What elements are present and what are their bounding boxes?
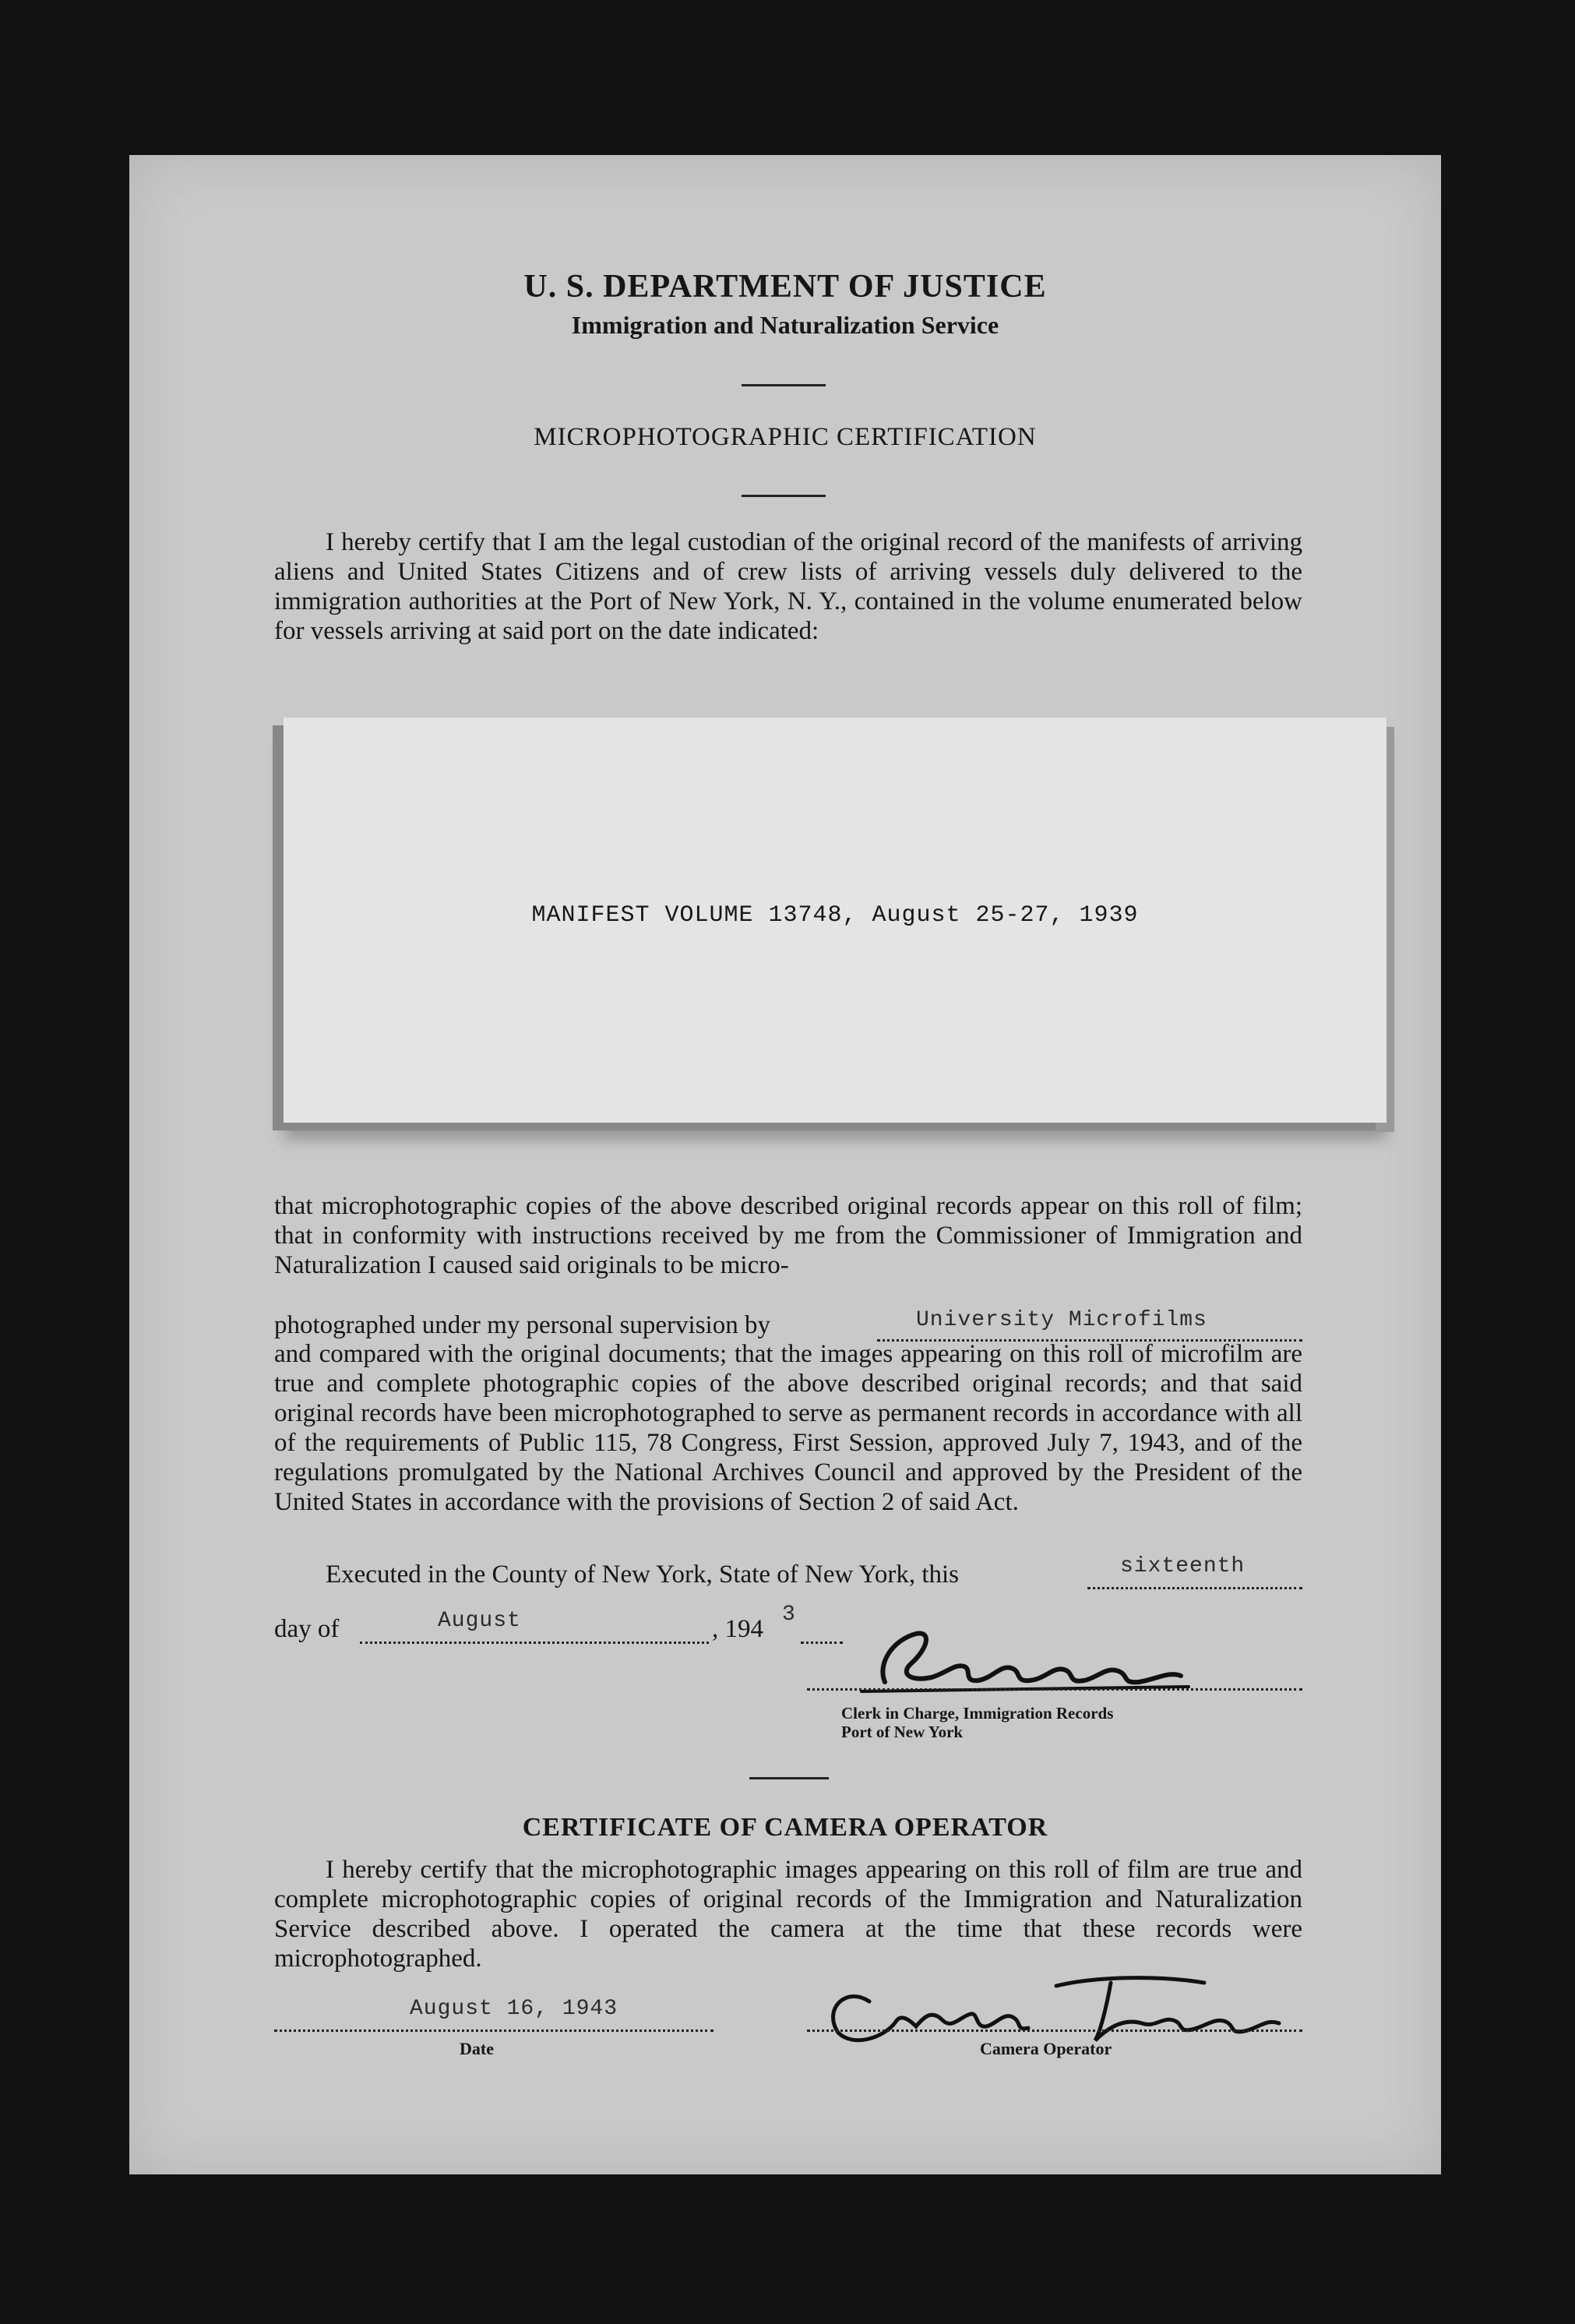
year-prefix: , 194 — [712, 1615, 763, 1643]
date-line — [274, 2030, 714, 2032]
executed-prefix: Executed in the County of New York, State of New York, this — [326, 1561, 960, 1589]
body-paragraph-part1: that microphotographic copies of the above described original records appear on this roll of film; that in conformity with instructions received by me from the Commissioner of Immigration and Naturalization I caused said originals to be micro- — [274, 1192, 1302, 1279]
year-digit: 3 — [782, 1603, 796, 1627]
department-heading: U. S. DEPARTMENT OF JUSTICE — [523, 269, 1047, 305]
photographed-by-prefix: photographed under my personal supervision by — [274, 1311, 770, 1339]
camera-operator-signature-line — [807, 2030, 1302, 2032]
certificate-page — [129, 155, 1441, 2174]
day-of-label: day of — [274, 1615, 340, 1643]
month-line — [360, 1642, 709, 1644]
camera-operator-heading: CERTIFICATE OF CAMERA OPERATOR — [522, 1813, 1048, 1842]
month-value: August — [438, 1609, 521, 1633]
intro-paragraph: I hereby certify that I am the legal custodian of the original record of the manifests of arriving aliens and United States Citizens and of crew lists of arriving vessels duly delivered to the immigration authorities at the Port of New York, N. Y., contained in the volume enumerated below for vessels arriving at said port on the date indicated: — [274, 528, 1302, 645]
date-value: August 16, 1943 — [410, 1997, 618, 2021]
service-heading: Immigration and Naturalization Service — [571, 311, 999, 339]
clerk-title-line1: Clerk in Charge, Immigration Records — [841, 1704, 1114, 1723]
date-label: Date — [460, 2039, 494, 2058]
camera-section-divider — [749, 1777, 829, 1779]
clerk-signature-line — [807, 1688, 1302, 1691]
certification-title: MICROPHOTOGRAPHIC CERTIFICATION — [534, 423, 1037, 451]
camera-operator-paragraph: I hereby certify that the microphotographic images appearing on this roll of film are true and complete microphotographic copies of original records of the Immigration and Naturalization Service described above. I operated the camera at the time that these records were microphotographed. — [274, 1856, 1302, 1973]
day-line — [1087, 1587, 1302, 1589]
photographed-by-value: University Microfilms — [916, 1308, 1207, 1332]
year-prefix-text: 194 — [724, 1615, 763, 1643]
body-paragraph-part2: and compared with the original documents; that the images appearing on this roll of microfilm are true and complete photographic copies of the above described original records; and that said original records have been microphotographed to serve as permanent records in accordance with all of the requirements of Public 115, 78 Congress, First Session, approved July 7, 1943, and of the regulations promulgated by the National Archives Council and approved by the President of the United States in accordance with the provisions of Section 2 of said Act. — [274, 1340, 1302, 1516]
header-divider — [742, 384, 826, 386]
volume-label-card — [284, 718, 1386, 1123]
day-value: sixteenth — [1120, 1554, 1246, 1578]
camera-operator-label: Camera Operator — [980, 2039, 1112, 2058]
title-divider — [742, 495, 826, 497]
volume-label: MANIFEST VOLUME 13748, August 25-27, 1939 — [531, 902, 1139, 929]
clerk-title-line2: Port of New York — [841, 1723, 964, 1741]
